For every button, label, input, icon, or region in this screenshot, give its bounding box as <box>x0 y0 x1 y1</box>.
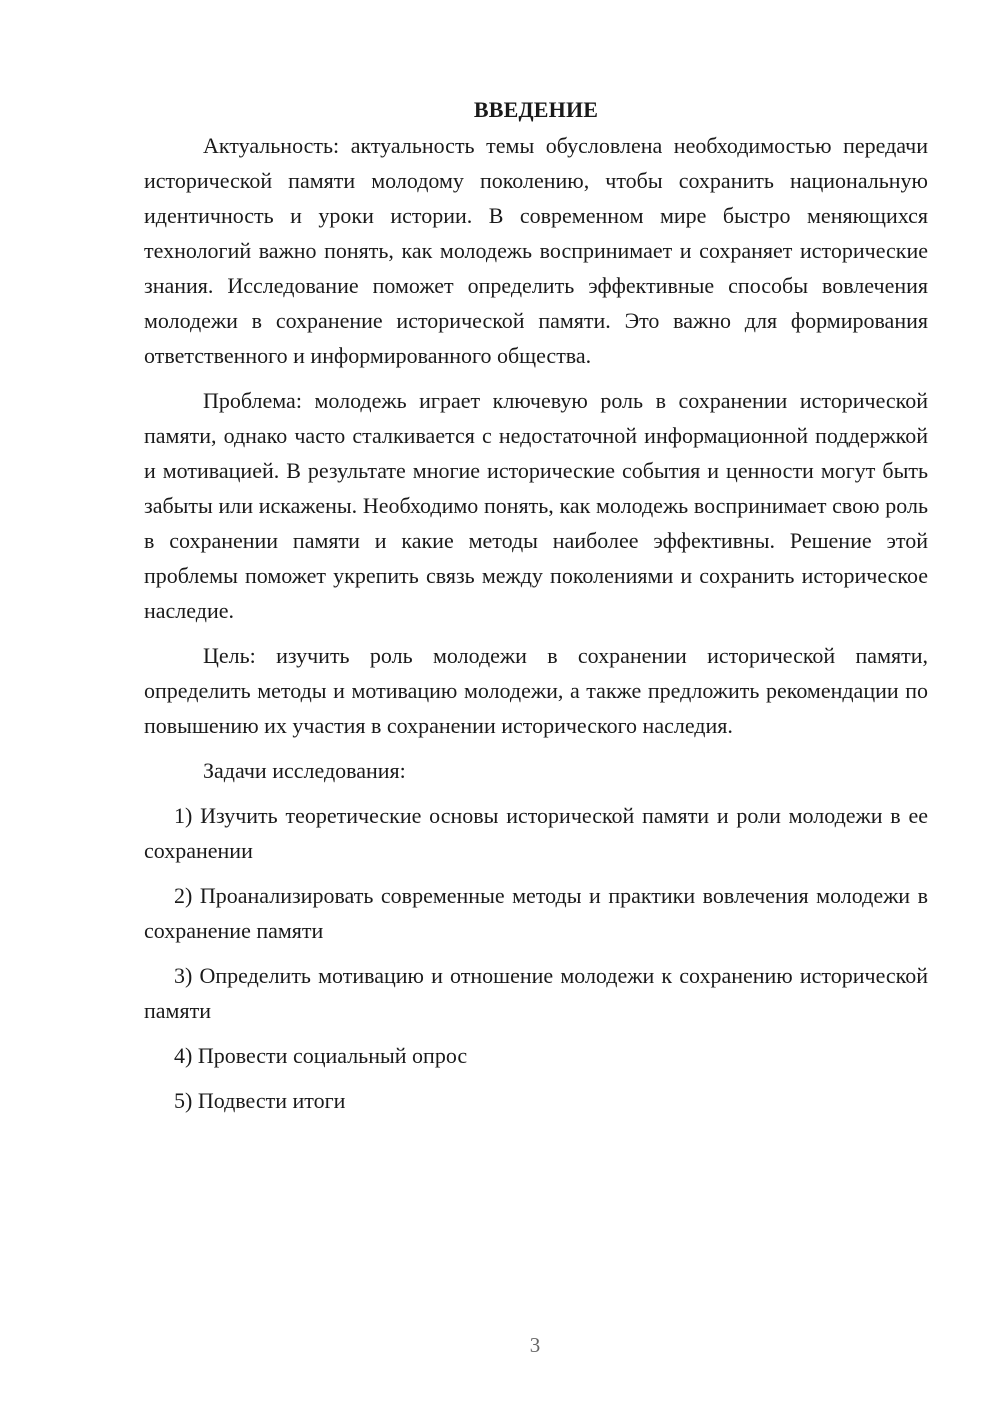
task-item-1: 1) Изучить теоретические основы исторической памяти и роли молодежи в ее сохранении <box>144 803 928 863</box>
tasks-title: Задачи исследования: <box>203 758 406 783</box>
section-heading: ВВЕДЕНИЕ <box>473 97 599 122</box>
task-item-3: 3) Определить мотивацию и отношение молодежи к сохранению исторической памяти <box>144 963 928 1023</box>
page-number: 3 <box>529 1333 541 1357</box>
paragraph-problem: Проблема: молодежь играет ключевую роль в сохранении исторической памяти, однако часто сталкивается с недостаточной информационной поддержкой и мотивацией. В результате многие исторические события и ценности могут быть забыты или искажены. Необходимо понять, как молодежь воспринимает свою роль в сохранении памяти и какие методы наиболее эффективны. Решение этой проблемы поможет укрепить связь между поколениями и сохранить историческое наследие. <box>144 388 928 623</box>
page-content <box>144 92 928 1118</box>
task-item-4: 4) Провести социальный опрос <box>174 1043 468 1068</box>
task-item-5: 5) Подвести итоги <box>174 1088 346 1113</box>
task-item-2: 2) Проанализировать современные методы и практики вовлечения молодежи в сохранение памяти <box>144 883 928 943</box>
paragraph-relevance: Актуальность: актуальность темы обусловлена необходимостью передачи исторической памяти молодому поколению, чтобы сохранить национальную идентичность и уроки истории. В современном мире быстро меняющихся технологий важно понять, как молодежь воспринимает и сохраняет исторические знания. Исследование поможет определить эффективные способы вовлечения молодежи в сохранение исторической памяти. Это важно для формирования ответственного и информированного общества. <box>144 133 928 368</box>
paragraph-goal: Цель: изучить роль молодежи в сохранении исторической памяти, определить методы и мотивацию молодежи, а также предложить рекомендации по повышению их участия в сохранении исторического наследия. <box>144 643 928 738</box>
